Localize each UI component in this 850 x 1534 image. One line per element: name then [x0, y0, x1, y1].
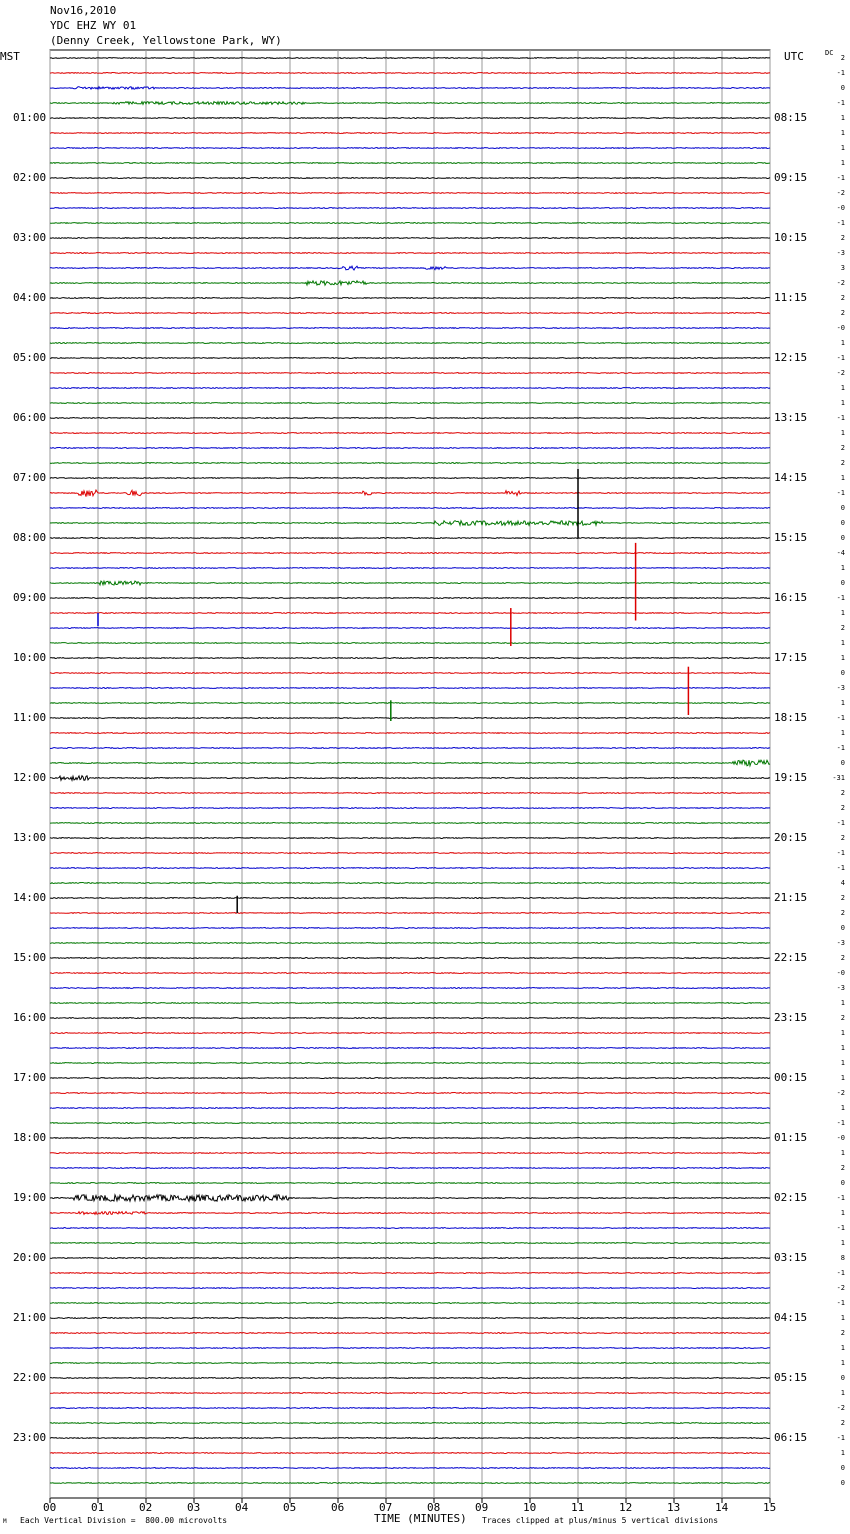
trace-line: [50, 1228, 770, 1229]
dc-offset-label: -1: [836, 354, 845, 362]
mst-hour-label: 19:00: [13, 1191, 47, 1204]
dc-offset-label: -2: [836, 1284, 845, 1292]
x-tick-label: 00: [43, 1501, 57, 1514]
utc-hour-label: 06:15: [774, 1431, 808, 1444]
dc-offset-label: -1: [836, 219, 845, 227]
dc-offset-label: 1: [840, 1209, 845, 1217]
header-date: Nov16,2010: [50, 4, 117, 17]
trace-line: [50, 581, 770, 585]
x-tick-label: 04: [235, 1501, 249, 1514]
trace-line: [50, 1483, 770, 1484]
dc-offset-label: 2: [840, 624, 845, 632]
trace-line: [50, 613, 770, 614]
trace-line: [50, 373, 770, 374]
dc-offset-label: 0: [840, 669, 845, 677]
trace-line: [50, 418, 770, 419]
trace-line: [50, 1468, 770, 1469]
utc-hour-label: 12:15: [774, 351, 808, 364]
utc-hour-label: 05:15: [774, 1371, 808, 1384]
utc-hour-label: 11:15: [774, 291, 808, 304]
dc-offset-label: 1: [840, 129, 845, 137]
dc-offset-label: -1: [836, 1299, 845, 1307]
dc-offset-label: -1: [836, 849, 845, 857]
mst-hour-label: 11:00: [13, 711, 47, 724]
trace-line: [50, 463, 770, 464]
dc-offset-label: 2: [840, 789, 845, 797]
left-timezone-label: MST: [0, 50, 20, 63]
trace-line: [50, 658, 770, 659]
trace-line: [50, 521, 770, 526]
trace-line: [50, 223, 770, 224]
dc-offset-label: 0: [840, 1479, 845, 1487]
trace-line: [50, 1303, 770, 1304]
trace-line: [50, 1243, 770, 1244]
dc-offset-label: 1: [840, 1239, 845, 1247]
utc-hour-label: 13:15: [774, 411, 808, 424]
trace-line: [50, 1453, 770, 1454]
trace-line: [50, 1333, 770, 1334]
trace-line: [50, 238, 770, 239]
dc-offset-label: 1: [840, 654, 845, 662]
dc-offset-label: 0: [840, 924, 845, 932]
utc-hour-label: 19:15: [774, 771, 808, 784]
mst-hour-label: 12:00: [13, 771, 47, 784]
trace-line: [50, 1168, 770, 1169]
dc-offset-label: 1: [840, 1044, 845, 1052]
trace-line: [50, 673, 770, 674]
dc-offset-label: -2: [836, 189, 845, 197]
mst-hour-label: 02:00: [13, 171, 47, 184]
dc-offset-label: -3: [836, 684, 845, 692]
dc-offset-label: 2: [840, 1014, 845, 1022]
plot-frame: [50, 50, 770, 1498]
trace-line: [50, 328, 770, 329]
trace-line: [50, 1212, 770, 1215]
dc-offset-label: 1: [840, 384, 845, 392]
dc-offset-label: 2: [840, 54, 845, 62]
dc-offset-label: 2: [840, 1329, 845, 1337]
dc-offset-label: -1: [836, 1224, 845, 1232]
dc-offset-label: -31: [832, 774, 845, 782]
dc-offset-label: -3: [836, 984, 845, 992]
trace-line: [50, 943, 770, 944]
trace-line: [50, 568, 770, 569]
utc-hour-label: 21:15: [774, 891, 808, 904]
utc-hour-label: 03:15: [774, 1251, 808, 1264]
x-tick-label: 09: [475, 1501, 489, 1514]
dc-offset-label: -2: [836, 1404, 845, 1412]
dc-offset-label: 4: [840, 879, 845, 887]
trace-line: [50, 776, 770, 781]
trace-line: [50, 163, 770, 164]
trace-line: [50, 253, 770, 254]
right-timezone-label: UTC: [784, 50, 804, 63]
dc-offset-label: 1: [840, 159, 845, 167]
utc-hour-label: 09:15: [774, 171, 808, 184]
dc-offset-label: -2: [836, 1089, 845, 1097]
mst-hour-label: 05:00: [13, 351, 47, 364]
trace-line: [50, 883, 770, 884]
trace-line: [50, 733, 770, 734]
x-tick-label: 08: [427, 1501, 441, 1514]
dc-offset-label: -1: [836, 69, 845, 77]
trace-line: [50, 928, 770, 929]
mst-hour-label: 09:00: [13, 591, 47, 604]
utc-hour-label: 00:15: [774, 1071, 808, 1084]
dc-offset-label: -1: [836, 594, 845, 602]
dc-offset-label: -1: [836, 174, 845, 182]
trace-line: [50, 313, 770, 314]
trace-line: [50, 1108, 770, 1109]
trace-line: [50, 553, 770, 554]
dc-offset-label: -1: [836, 744, 845, 752]
dc-offset-label: -1: [836, 864, 845, 872]
trace-line: [50, 1033, 770, 1034]
trace-line: [50, 793, 770, 794]
utc-hour-label: 14:15: [774, 471, 808, 484]
dc-offset-label: 0: [840, 1179, 845, 1187]
mst-hour-label: 03:00: [13, 231, 47, 244]
dc-offset-label: -0: [836, 969, 845, 977]
trace-line: [50, 1288, 770, 1289]
trace-line: [50, 1258, 770, 1259]
trace-line: [50, 748, 770, 749]
x-tick-label: 12: [619, 1501, 633, 1514]
trace-line: [50, 1123, 770, 1124]
trace-line: [50, 1063, 770, 1064]
dc-offset-label: 1: [840, 429, 845, 437]
dc-offset-label: 0: [840, 504, 845, 512]
trace-line: [50, 508, 770, 509]
trace-line: [50, 718, 770, 719]
x-tick-label: 10: [523, 1501, 537, 1514]
trace-line: [50, 298, 770, 299]
dc-offset-label: 1: [840, 474, 845, 482]
trace-line: [50, 403, 770, 404]
utc-hour-label: 17:15: [774, 651, 808, 664]
utc-hour-label: 10:15: [774, 231, 808, 244]
trace-line: [50, 388, 770, 389]
x-axis-title: TIME (MINUTES): [374, 1512, 467, 1525]
header-station: YDC EHZ WY 01: [50, 19, 137, 32]
dc-offset-label: 1: [840, 399, 845, 407]
trace-line: [50, 1423, 770, 1424]
mst-hour-label: 23:00: [13, 1431, 47, 1444]
trace-line: [50, 148, 770, 149]
dc-offset-label: -1: [836, 1269, 845, 1277]
trace-line: [50, 87, 770, 89]
utc-hour-label: 18:15: [774, 711, 808, 724]
trace-line: [50, 178, 770, 179]
dc-offset-label: -1: [836, 1194, 845, 1202]
mst-hour-label: 15:00: [13, 951, 47, 964]
trace-line: [50, 1273, 770, 1274]
x-tick-label: 01: [91, 1501, 105, 1514]
x-tick-label: 14: [715, 1501, 729, 1514]
trace-line: [50, 102, 770, 105]
dc-offset-label: 1: [840, 699, 845, 707]
dc-offset-label: 1: [840, 639, 845, 647]
x-tick-label: 03: [187, 1501, 201, 1514]
trace-line: [50, 433, 770, 434]
trace-line: [50, 1153, 770, 1154]
dc-offset-label: 1: [840, 564, 845, 572]
mst-hour-label: 13:00: [13, 831, 47, 844]
dc-offset-label: 2: [840, 804, 845, 812]
trace-line: [50, 478, 770, 479]
dc-offset-label: 2: [840, 234, 845, 242]
trace-line: [50, 1018, 770, 1019]
dc-offset-label: 3: [840, 264, 845, 272]
trace-line: [50, 643, 770, 644]
clip-note: Traces clipped at plus/minus 5 vertical divisions: [482, 1516, 719, 1525]
mst-hour-label: 10:00: [13, 651, 47, 664]
utc-hour-label: 02:15: [774, 1191, 808, 1204]
mst-hour-label: 21:00: [13, 1311, 47, 1324]
trace-line: [50, 1183, 770, 1184]
trace-line: [50, 1393, 770, 1394]
trace-line: [50, 58, 770, 59]
dc-offset-label: -4: [836, 549, 845, 557]
dc-offset-label: 1: [840, 1074, 845, 1082]
trace-line: [50, 823, 770, 824]
dc-offset-label: 1: [840, 1359, 845, 1367]
dc-offset-label: 2: [840, 444, 845, 452]
mst-hour-label: 22:00: [13, 1371, 47, 1384]
corner-mark: M: [3, 1518, 7, 1525]
dc-offset-label: 1: [840, 1389, 845, 1397]
mst-hour-label: 06:00: [13, 411, 47, 424]
dc-offset-label: -1: [836, 489, 845, 497]
header-location: (Denny Creek, Yellowstone Park, WY): [50, 34, 282, 47]
dc-offset-label: 2: [840, 954, 845, 962]
mst-hour-label: 07:00: [13, 471, 47, 484]
mst-hour-label: 20:00: [13, 1251, 47, 1264]
dc-offset-label: 1: [840, 1449, 845, 1457]
trace-line: [50, 1195, 770, 1201]
trace-line: [50, 1378, 770, 1379]
trace-line: [50, 688, 770, 689]
dc-offset-label: 2: [840, 894, 845, 902]
dc-offset-label: 1: [840, 144, 845, 152]
trace-line: [50, 898, 770, 899]
x-tick-label: 02: [139, 1501, 153, 1514]
dc-offset-label: -3: [836, 249, 845, 257]
dc-offset-label: 2: [840, 459, 845, 467]
trace-line: [50, 73, 770, 74]
trace-line: [50, 868, 770, 869]
mst-hour-label: 01:00: [13, 111, 47, 124]
trace-line: [50, 448, 770, 449]
dc-offset-label: 1: [840, 1344, 845, 1352]
dc-offset-label: 1: [840, 1029, 845, 1037]
trace-line: [50, 760, 770, 766]
dc-offset-label: 2: [840, 309, 845, 317]
dc-offset-label: 8: [840, 1254, 845, 1262]
trace-line: [50, 1408, 770, 1409]
trace-line: [50, 913, 770, 914]
trace-line: [50, 1138, 770, 1139]
dc-offset-label: -1: [836, 1434, 845, 1442]
trace-line: [50, 133, 770, 134]
dc-offset-label: 0: [840, 579, 845, 587]
dc-offset-label: 2: [840, 834, 845, 842]
utc-hour-label: 15:15: [774, 531, 808, 544]
trace-line: [50, 853, 770, 854]
trace-line: [50, 538, 770, 539]
trace-line: [50, 598, 770, 599]
mst-hour-label: 18:00: [13, 1131, 47, 1144]
dc-offset-label: -1: [836, 819, 845, 827]
utc-hour-label: 20:15: [774, 831, 808, 844]
dc-offset-label: 1: [840, 609, 845, 617]
trace-line: [50, 808, 770, 809]
utc-hour-label: 16:15: [774, 591, 808, 604]
dc-offset-label: 0: [840, 534, 845, 542]
dc-label: DC: [825, 49, 834, 57]
trace-line: [50, 358, 770, 359]
dc-offset-label: 0: [840, 519, 845, 527]
mst-hour-label: 14:00: [13, 891, 47, 904]
trace-line: [50, 1093, 770, 1094]
mst-hour-label: 08:00: [13, 531, 47, 544]
trace-line: [50, 1363, 770, 1364]
trace-line: [50, 628, 770, 629]
dc-offset-label: -0: [836, 204, 845, 212]
dc-offset-label: 0: [840, 1464, 845, 1472]
utc-hour-label: 08:15: [774, 111, 808, 124]
x-tick-label: 15: [763, 1501, 777, 1514]
utc-hour-label: 23:15: [774, 1011, 808, 1024]
trace-line: [50, 988, 770, 989]
dc-offset-label: 1: [840, 999, 845, 1007]
dc-offset-label: 2: [840, 909, 845, 917]
dc-offset-label: 1: [840, 1149, 845, 1157]
utc-hour-label: 22:15: [774, 951, 808, 964]
mst-hour-label: 17:00: [13, 1071, 47, 1084]
dc-offset-label: 1: [840, 729, 845, 737]
mst-hour-label: 04:00: [13, 291, 47, 304]
dc-offset-label: 2: [840, 294, 845, 302]
dc-offset-label: 0: [840, 84, 845, 92]
trace-line: [50, 266, 770, 270]
trace-line: [50, 118, 770, 119]
trace-line: [50, 1438, 770, 1439]
dc-offset-label: 1: [840, 1059, 845, 1067]
dc-offset-label: 1: [840, 114, 845, 122]
dc-offset-label: -0: [836, 324, 845, 332]
dc-offset-label: -0: [836, 1134, 845, 1142]
trace-line: [50, 490, 770, 497]
trace-line: [50, 1048, 770, 1049]
dc-offset-label: -2: [836, 279, 845, 287]
trace-line: [50, 1003, 770, 1004]
trace-line: [50, 958, 770, 959]
dc-offset-label: -2: [836, 369, 845, 377]
x-tick-label: 07: [379, 1501, 393, 1514]
scale-note: Each Vertical Division = 800.00 microvolts: [20, 1516, 228, 1525]
utc-hour-label: 04:15: [774, 1311, 808, 1324]
mst-hour-label: 16:00: [13, 1011, 47, 1024]
trace-line: [50, 281, 770, 285]
dc-offset-label: -1: [836, 99, 845, 107]
trace-line: [50, 838, 770, 839]
dc-offset-label: 2: [840, 1419, 845, 1427]
dc-offset-label: 0: [840, 759, 845, 767]
x-tick-label: 11: [571, 1501, 585, 1514]
dc-offset-label: -1: [836, 1119, 845, 1127]
trace-line: [50, 1348, 770, 1349]
trace-line: [50, 703, 770, 704]
dc-offset-label: -1: [836, 414, 845, 422]
x-tick-label: 13: [667, 1501, 681, 1514]
trace-line: [50, 193, 770, 194]
dc-offset-label: 1: [840, 1104, 845, 1112]
dc-offset-label: -1: [836, 714, 845, 722]
utc-hour-label: 01:15: [774, 1131, 808, 1144]
dc-offset-label: -3: [836, 939, 845, 947]
trace-line: [50, 343, 770, 344]
x-tick-label: 05: [283, 1501, 297, 1514]
trace-line: [50, 1078, 770, 1079]
dc-offset-label: 1: [840, 1314, 845, 1322]
dc-offset-label: 1: [840, 339, 845, 347]
trace-line: [50, 208, 770, 209]
trace-line: [50, 1318, 770, 1319]
dc-offset-label: 0: [840, 1374, 845, 1382]
trace-line: [50, 973, 770, 974]
x-tick-label: 06: [331, 1501, 345, 1514]
dc-offset-label: 2: [840, 1164, 845, 1172]
